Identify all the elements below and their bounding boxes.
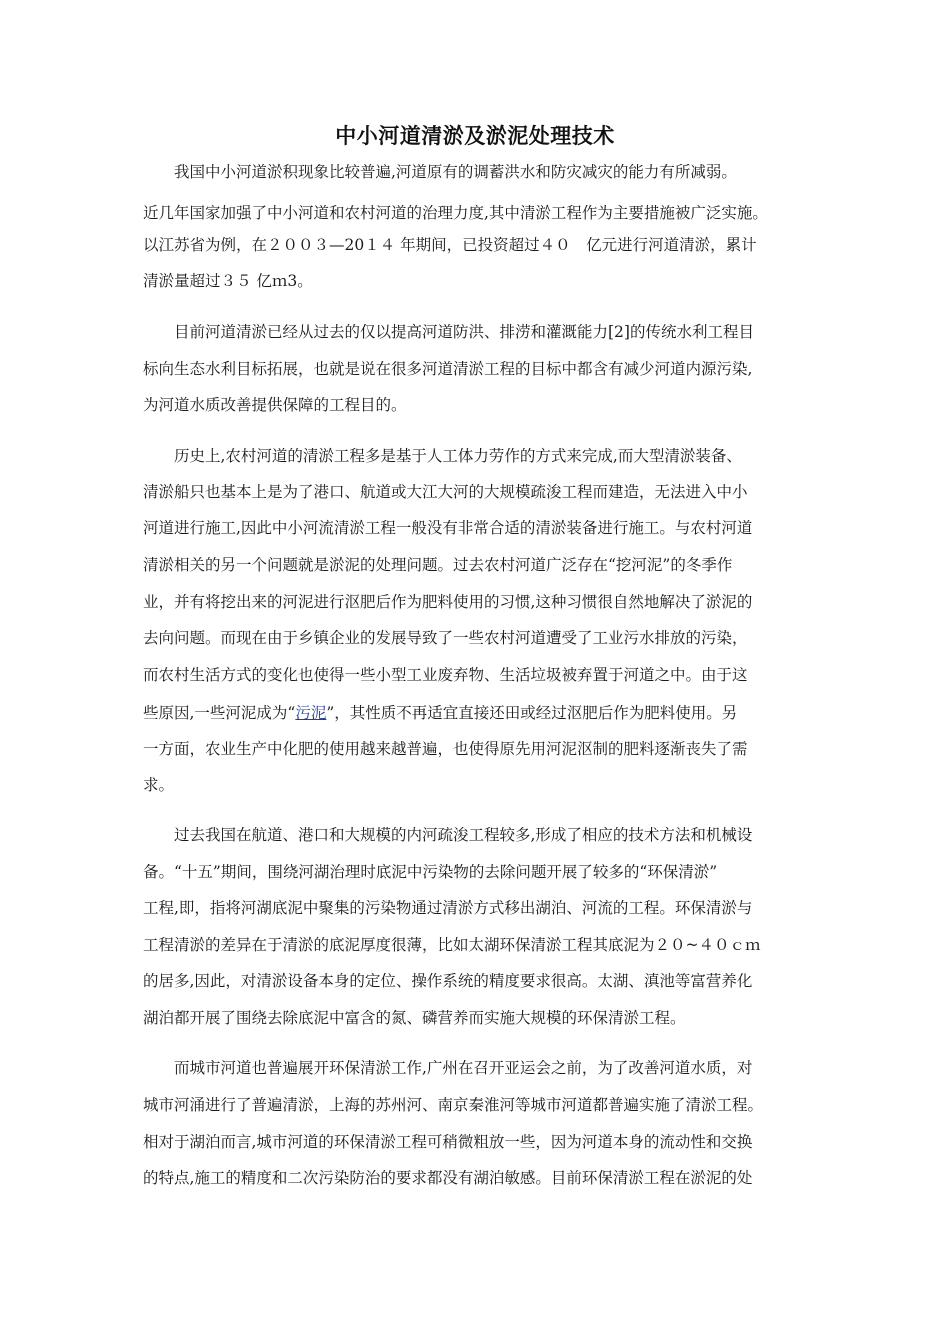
document-title: 中小河道清淤及淤泥处理技术 — [335, 123, 615, 148]
paragraph-1-line-2: 近几年国家加强了中小河道和农村河道的治理力度,其中清淤工程作为主要措施被广泛实施。 — [143, 204, 768, 222]
paragraph-4-line-2: 备。“十五”期间，围绕河湖治理时底泥中污染物的去除问题开展了较多的“环保清淤” — [143, 863, 718, 881]
paragraph-5-line-2: 城市河涌进行了普遍清淤，上海的苏州河、南京秦淮河等城市河道都普遍实施了清淤工程。 — [143, 1096, 764, 1114]
paragraph-4-line-1: 过去我国在航道、港口和大规模的内河疏浚工程较多,形成了相应的技术方法和机械设 — [143, 826, 753, 844]
paragraph-2-line-3: 为河道水质改善提供保障的工程目的。 — [143, 396, 407, 414]
paragraph-4-line-3: 工程,即，指将河湖底泥中聚集的污染物通过清淤方式移出湖泊、河流的工程。环保清淤与 — [143, 899, 753, 917]
paragraph-3-line-1: 历史上,农村河道的清淤工程多是基于人工体力劳作的方式来完成,而大型清淤装备、 — [143, 447, 742, 465]
paragraph-1-line-1: 我国中小河道淤积现象比较普遍,河道原有的调蓄洪水和防灾减灾的能力有所减弱。 — [143, 163, 737, 181]
paragraph-3-line-7: 而农村生活方式的变化也使得一些小型工业废弃物、生活垃圾被弃置于河道之中。由于这 — [143, 666, 748, 684]
paragraph-4-line-4: 工程清淤的差异在于清淤的底泥厚度很薄，比如太湖环保清淤工程其底泥为２０~４０ｃｍ — [143, 936, 761, 954]
paragraph-2-line-2: 标向生态水利目标拓展，也就是说在很多河道清淤工程的目标中都含有减少河道内源污染, — [143, 360, 753, 378]
paragraph-3-line-9: 一方面，农业生产中化肥的使用越来越普遍，也使得原先用河泥沤制的肥料逐渐丧失了需 — [143, 740, 748, 758]
paragraph-1-line-4: 清淤量超过３５ 亿ｍ3。 — [143, 272, 313, 290]
paragraph-3-line-8-prefix: 些原因,一些河泥成为“ — [143, 704, 296, 722]
paragraph-3-line-10: 求。 — [143, 776, 175, 794]
paragraph-3-line-2: 清淤船只也基本上是为了港口、航道或大江大河的大规模疏浚工程而建造，无法进入中小 — [143, 483, 748, 501]
sludge-link[interactable]: 污泥 — [295, 704, 327, 722]
paragraph-3-line-4: 清淤相关的另一个问题就是淤泥的处理问题。过去农村河道广泛存在“挖河泥”的冬季作 — [143, 556, 733, 574]
paragraph-3-line-6: 去向问题。而现在由于乡镇企业的发展导致了一些农村河道遭受了工业污水排放的污染， — [143, 629, 748, 647]
paragraph-4-line-5: 的居多,因此，对清淤设备本身的定位、操作系统的精度要求很高。太湖、滇池等富营养化 — [143, 972, 753, 990]
paragraph-4-line-6: 湖泊都开展了围绕去除底泥中富含的氮、磷营养而实施大规模的环保清淤工程。 — [143, 1009, 686, 1027]
paragraph-5-line-1: 而城市河道也普遍展开环保清淤工作,广州在召开亚运会之前，为了改善河道水质，对 — [143, 1059, 753, 1077]
paragraph-3-line-3: 河道进行施工,因此中小河流清淤工程一般没有非常合适的清淤装备进行施工。与农村河道 — [143, 519, 753, 537]
paragraph-3-line-5: 业，并有将挖出来的河泥进行沤肥后作为肥料使用的习惯,这种习惯很自然地解决了淤泥的 — [143, 593, 753, 611]
paragraph-2-line-1: 目前河道清淤已经从过去的仅以提高河道防洪、排涝和灌溉能力[2]的传统水利工程目 — [143, 323, 754, 341]
paragraph-5-line-4: 的特点,施工的精度和二次污染防治的要求都没有湖泊敏感。目前环保清淤工程在淤泥的处 — [143, 1169, 753, 1187]
paragraph-5-line-3: 相对于湖泊而言,城市河道的环保清淤工程可稍微粗放一些，因为河道本身的流动性和交换 — [143, 1133, 753, 1151]
paragraph-3-line-8-suffix: ”，其性质不再适宜直接还田或经过沤肥后作为肥料使用。另 — [326, 704, 738, 722]
paragraph-1-line-3: 以江苏省为例，在２００３—20１４ 年期间，已投资超过４０ 亿元进行河道清淤，累计 — [143, 236, 757, 254]
paragraph-3-line-8 — [143, 703, 737, 723]
